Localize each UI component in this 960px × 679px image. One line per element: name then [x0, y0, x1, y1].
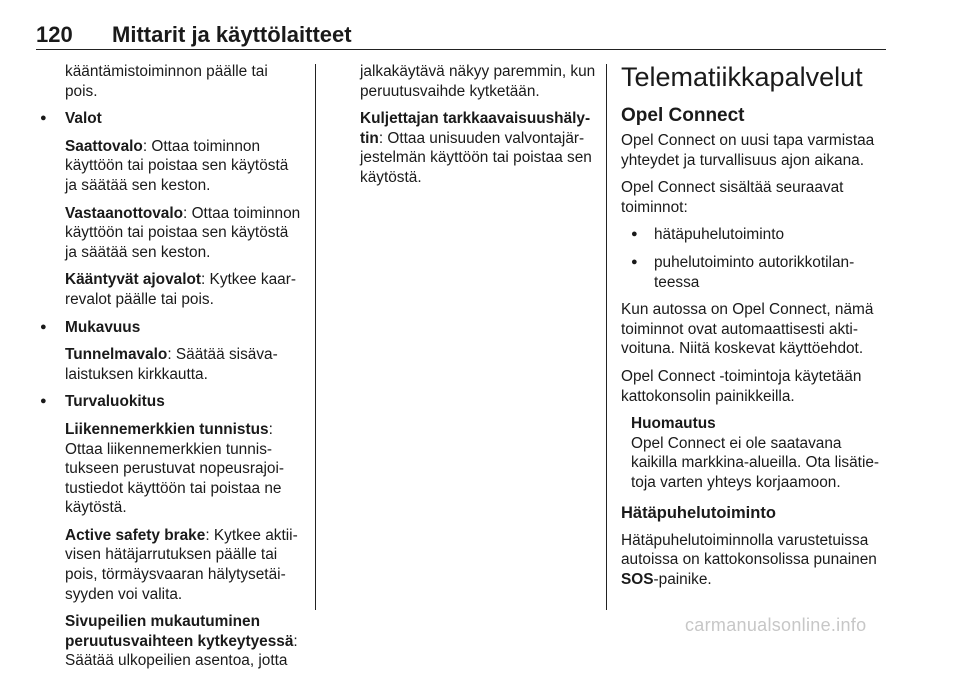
setting-tunnelmavalo: [65, 345, 304, 384]
setting-term: Kääntyvät ajovalot: [65, 271, 201, 289]
setting-description: : Ottaa toiminnon käyttöön tai poistaa sen käytöstä ja säätää sen keston.: [65, 137, 289, 194]
subsection-heading: Hätäpuhelutoiminto: [621, 503, 776, 522]
setting-description: : Kytkee kaarrevalot päälle tai pois.: [65, 271, 296, 308]
setting-description: : Ottaa toiminnon käyttöön tai poistaa sen käytöstä ja säätää sen keston.: [65, 204, 301, 261]
column-1: [40, 62, 304, 679]
setting-liikennemerkit: [65, 420, 304, 518]
list-item: ● puhelutoiminto autorikkotilanteessa: [654, 253, 889, 292]
continuation-text: jalkakäytävä näkyy paremmin, kun peruutusvaihde kytketään.: [360, 63, 596, 100]
setting-description: : Ottaa unisuuden valvontajärjestelmän käyttöön tai poistaa sen käytöstä.: [360, 129, 592, 186]
list-item: ● hätäpuhelutoiminto: [654, 225, 889, 245]
list-item-valot: ● Valot: [65, 109, 304, 129]
watermark: carmanualsonline.info: [685, 615, 867, 635]
column-3: [621, 62, 889, 597]
setting-vastaanottovalo: [65, 204, 304, 263]
note-box: [631, 414, 889, 492]
setting-description: : Ottaa liikennemerkkien tunnistukseen perustuvat nopeusrajoitustiedot käyttöön tai poistaa ne käytöstä.: [65, 420, 285, 517]
setting-term: Tunnelmavalo: [65, 346, 168, 364]
paragraph-text: -painike.: [653, 570, 712, 588]
note-text: Opel Connect ei ole saatavana kaikilla markkina-alueilla. Ota lisätietoja varten yhteys korjaamoon.: [631, 434, 880, 491]
setting-description: : Säätää sisävalaistuksen kirkkautta.: [65, 346, 278, 383]
page-header: [36, 22, 886, 52]
setting-term: Liikennemerkkien tunnistus: [65, 420, 269, 438]
setting-kaantyvat-ajovalot: [65, 270, 304, 309]
paragraph-text: Hätäpuhelutoiminnolla varustetuissa autoissa on kattokonsolissa punainen: [621, 531, 877, 569]
setting-kuljettajan-haly: [360, 109, 596, 187]
section-title: Telematiikkapalvelut: [621, 62, 863, 92]
sos-label: SOS: [621, 570, 654, 588]
setting-term: Saattovalo: [65, 137, 143, 155]
column-divider-2: [606, 64, 607, 610]
subsection-title: Opel Connect: [621, 105, 745, 126]
setting-term: Active safety brake: [65, 526, 206, 544]
setting-term: Vastaanottovalo: [65, 204, 184, 222]
setting-term: Kuljettajan tarkkaavaisuushälytin: [360, 110, 591, 147]
setting-description: : Säätää ulkopeilien asentoa, jotta: [65, 632, 298, 670]
setting-term: Sivupeilien mukautuminen peruutusvaihteen kytkeytyessä: [65, 613, 294, 650]
column-divider-1: [315, 64, 316, 610]
setting-description: : Kytkee aktiivisen hätäjarrutuksen päälle tai pois, törmäysvaaran hälytysetäisyyden voi valita.: [65, 526, 298, 603]
column-2: [360, 62, 596, 196]
continuation-text: kääntämistoiminnon päälle tai pois.: [65, 63, 268, 100]
paragraph: Opel Connect -toimintoja käytetään kattokonsolin painikkeilla.: [621, 367, 862, 405]
page-number: 120: [36, 22, 73, 47]
list-item-turvaluokitus: ● Turvaluokitus: [65, 392, 304, 412]
list-item-mukavuus: ● Mukavuus: [65, 318, 304, 338]
paragraph: Kun autossa on Opel Connect, nämä toiminnot ovat automaattisesti aktivoituna. Niitä koskevat käyttöehdot.: [621, 301, 874, 358]
chapter-title: Mittarit ja käyttölaitteet: [112, 22, 352, 47]
paragraph: Opel Connect sisältää seuraavat toiminnot:: [621, 179, 844, 216]
header-divider: [36, 49, 886, 50]
note-title: Huomautus: [631, 415, 716, 433]
paragraph: Opel Connect on uusi tapa varmistaa yhteydet ja turvallisuus ajon aikana.: [621, 132, 875, 169]
paragraph: [621, 531, 889, 590]
setting-saattovalo: [65, 137, 304, 196]
setting-active-safety-brake: [65, 526, 304, 604]
